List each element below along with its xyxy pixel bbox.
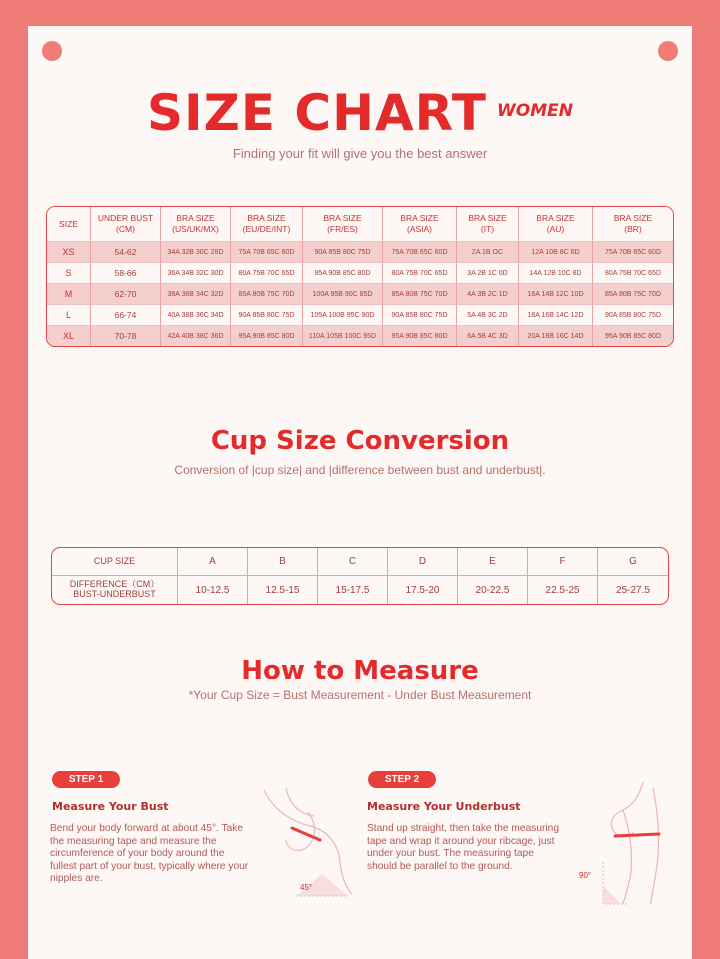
step1-badge: STEP 1 bbox=[52, 771, 120, 788]
size-table-cell: 75A 70B 65C 60D bbox=[231, 241, 303, 262]
size-chart-sheet bbox=[28, 26, 692, 959]
difference-row bbox=[52, 576, 668, 604]
size-table-cell: 90A 85B 80C 75D bbox=[231, 304, 303, 325]
difference-label-line1: DIFFERENCE（CM） bbox=[69, 579, 160, 590]
size-table-cell: 95A 90B 85C 80D bbox=[303, 262, 383, 283]
title-text: SIZE CHART bbox=[147, 84, 488, 142]
difference-label bbox=[52, 576, 178, 604]
step1-angle-label: 45° bbox=[300, 883, 313, 892]
size-table-header-cell: UNDER BUST (CM) bbox=[91, 207, 161, 241]
size-table-cell: 62-70 bbox=[91, 283, 161, 304]
step1-text: Bend your body forward at about 45°. Take the measuring tape and measure the circumference of your body around the fullest part of your bust, typically where your nipples are. bbox=[50, 823, 249, 884]
cup-letter-cell: G bbox=[598, 548, 668, 576]
size-table-cell: 95A 90B 85C 80D bbox=[231, 325, 303, 346]
size-table-header-cell: BRA SIZE (US/UK/MX) bbox=[161, 207, 231, 241]
size-cell: L bbox=[47, 304, 91, 325]
size-table-header-cell: BRA SIZE (AU) bbox=[519, 207, 593, 241]
size-table-cell: 6A 5B 4C 3D bbox=[457, 325, 519, 346]
difference-label-line2: BUST-UNDERBUST bbox=[73, 589, 156, 599]
size-table-cell: 100A 95B 90C 85D bbox=[303, 283, 383, 304]
size-table-cell: 42A 40B 38C 36D bbox=[161, 325, 231, 346]
size-table-cell: 80A 75B 70C 65D bbox=[231, 262, 303, 283]
step1-title: Measure Your Bust bbox=[52, 800, 169, 813]
cup-size-table bbox=[51, 547, 669, 605]
size-table-cell: 18A 16B 14C 12D bbox=[519, 304, 593, 325]
size-cell: XS bbox=[47, 241, 91, 262]
cup-letter-cell: A bbox=[178, 548, 248, 576]
cup-size-row bbox=[52, 548, 668, 576]
size-table-cell: 80A 75B 70C 65D bbox=[383, 262, 457, 283]
cup-size-label: CUP SIZE bbox=[52, 548, 178, 576]
cup-letter-cell: D bbox=[388, 548, 458, 576]
size-table-row bbox=[47, 241, 673, 262]
size-table-cell: 75A 70B 65C 60D bbox=[383, 241, 457, 262]
size-table-row bbox=[47, 262, 673, 283]
size-table-header-cell: SIZE bbox=[47, 207, 91, 241]
title-tag: WOMEN bbox=[497, 101, 573, 121]
size-cell: XL bbox=[47, 325, 91, 346]
size-table-cell: 3A 2B 1C 0D bbox=[457, 262, 519, 283]
size-table-cell: 85A 80B 75C 70D bbox=[593, 283, 673, 304]
size-table-header-cell: BRA SIZE (ASIA) bbox=[383, 207, 457, 241]
size-table-cell: 14A 12B 10C 8D bbox=[519, 262, 593, 283]
size-table-row bbox=[47, 283, 673, 304]
chart-title bbox=[28, 84, 692, 142]
size-table-cell: 95A 90B 85C 80D bbox=[593, 325, 673, 346]
size-cell: S bbox=[47, 262, 91, 283]
difference-range-cell: 10-12.5 bbox=[178, 576, 248, 604]
size-table-row bbox=[47, 304, 673, 325]
size-table-cell: 80A 75B 70C 65D bbox=[593, 262, 673, 283]
size-table-cell: 36A 34B 32C 30D bbox=[161, 262, 231, 283]
size-table-cell: 5A 4B 3C 2D bbox=[457, 304, 519, 325]
size-table-header-cell: BRA SIZE (EU/DE/INT) bbox=[231, 207, 303, 241]
size-table-cell: 70-78 bbox=[91, 325, 161, 346]
cup-letter-cell: E bbox=[458, 548, 528, 576]
size-table-cell: 85A 80B 75C 70D bbox=[383, 283, 457, 304]
size-table-cell: 54-62 bbox=[91, 241, 161, 262]
measure-section-subtitle: *Your Cup Size = Bust Measurement - Under Bust Measurement bbox=[188, 688, 532, 702]
size-table-cell: 85A 80B 75C 70D bbox=[231, 283, 303, 304]
size-table-cell: 12A 10B 8C 6D bbox=[519, 241, 593, 262]
chart-subtitle: Finding your fit will give you the best answer bbox=[232, 146, 488, 161]
step2-title: Measure Your Underbust bbox=[367, 800, 521, 813]
size-table-cell: 75A 70B 65C 60D bbox=[593, 241, 673, 262]
cup-section-subtitle: Conversion of |cup size| and |difference between bust and underbust|. bbox=[174, 463, 546, 477]
difference-range-cell: 15-17.5 bbox=[318, 576, 388, 604]
size-table-cell: 2A 1B OC bbox=[457, 241, 519, 262]
size-table bbox=[46, 206, 674, 347]
size-table-cell: 20A 18B 16C 14D bbox=[519, 325, 593, 346]
measure-section-title: How to Measure bbox=[241, 656, 479, 686]
size-cell: M bbox=[47, 283, 91, 304]
size-table-cell: 110A 105B 100C 95D bbox=[303, 325, 383, 346]
underbust-measure-figure bbox=[573, 778, 683, 908]
cup-letter-cell: C bbox=[318, 548, 388, 576]
step2-text: Stand up straight, then take the measuring tape and wrap it around your ribcage, just under your bust. The measuring tape should be parallel to the ground. bbox=[367, 823, 559, 872]
size-table-header-cell: BRA SIZE (FR/ES) bbox=[303, 207, 383, 241]
cup-letter-cell: B bbox=[248, 548, 318, 576]
size-table-cell: 90A 85B 80C 75D bbox=[593, 304, 673, 325]
punch-hole-left bbox=[42, 41, 62, 61]
size-table-cell: 38A 36B 34C 32D bbox=[161, 283, 231, 304]
size-table-cell: 95A 90B 85C 80D bbox=[383, 325, 457, 346]
size-table-cell: 4A 3B 2C 1D bbox=[457, 283, 519, 304]
difference-range-cell: 12.5-15 bbox=[248, 576, 318, 604]
step2-badge: STEP 2 bbox=[368, 771, 436, 788]
size-table-row bbox=[47, 325, 673, 346]
size-table-cell: 16A 14B 12C 10D bbox=[519, 283, 593, 304]
size-table-header-cell: BRA SIZE (BR) bbox=[593, 207, 673, 241]
size-table-header-cell: BRA SIZE (IT) bbox=[457, 207, 519, 241]
size-table-cell: 90A 85B 80C 75D bbox=[383, 304, 457, 325]
difference-range-cell: 25-27.5 bbox=[616, 584, 650, 596]
size-table-cell: 40A 38B 36C 34D bbox=[161, 304, 231, 325]
bust-measure-figure bbox=[256, 782, 366, 902]
cup-section-title: Cup Size Conversion bbox=[210, 426, 510, 456]
cup-letter-cell: F bbox=[528, 548, 598, 576]
difference-range-cell: 20-22.5 bbox=[458, 576, 528, 604]
size-table-cell: 105A 100B 95C 90D bbox=[303, 304, 383, 325]
step2-angle-label: 90° bbox=[579, 871, 592, 880]
difference-range-cell: 22.5-25 bbox=[528, 576, 598, 604]
size-table-cell: 90A 85B 80C 75D bbox=[303, 241, 383, 262]
size-table-header-row bbox=[47, 207, 673, 241]
punch-hole-right bbox=[658, 41, 678, 61]
size-table-cell: 66-74 bbox=[91, 304, 161, 325]
difference-range-cell: 17.5-20 bbox=[388, 576, 458, 604]
size-table-cell: 34A 32B 30C 28D bbox=[161, 241, 231, 262]
size-table-cell: 58-66 bbox=[91, 262, 161, 283]
